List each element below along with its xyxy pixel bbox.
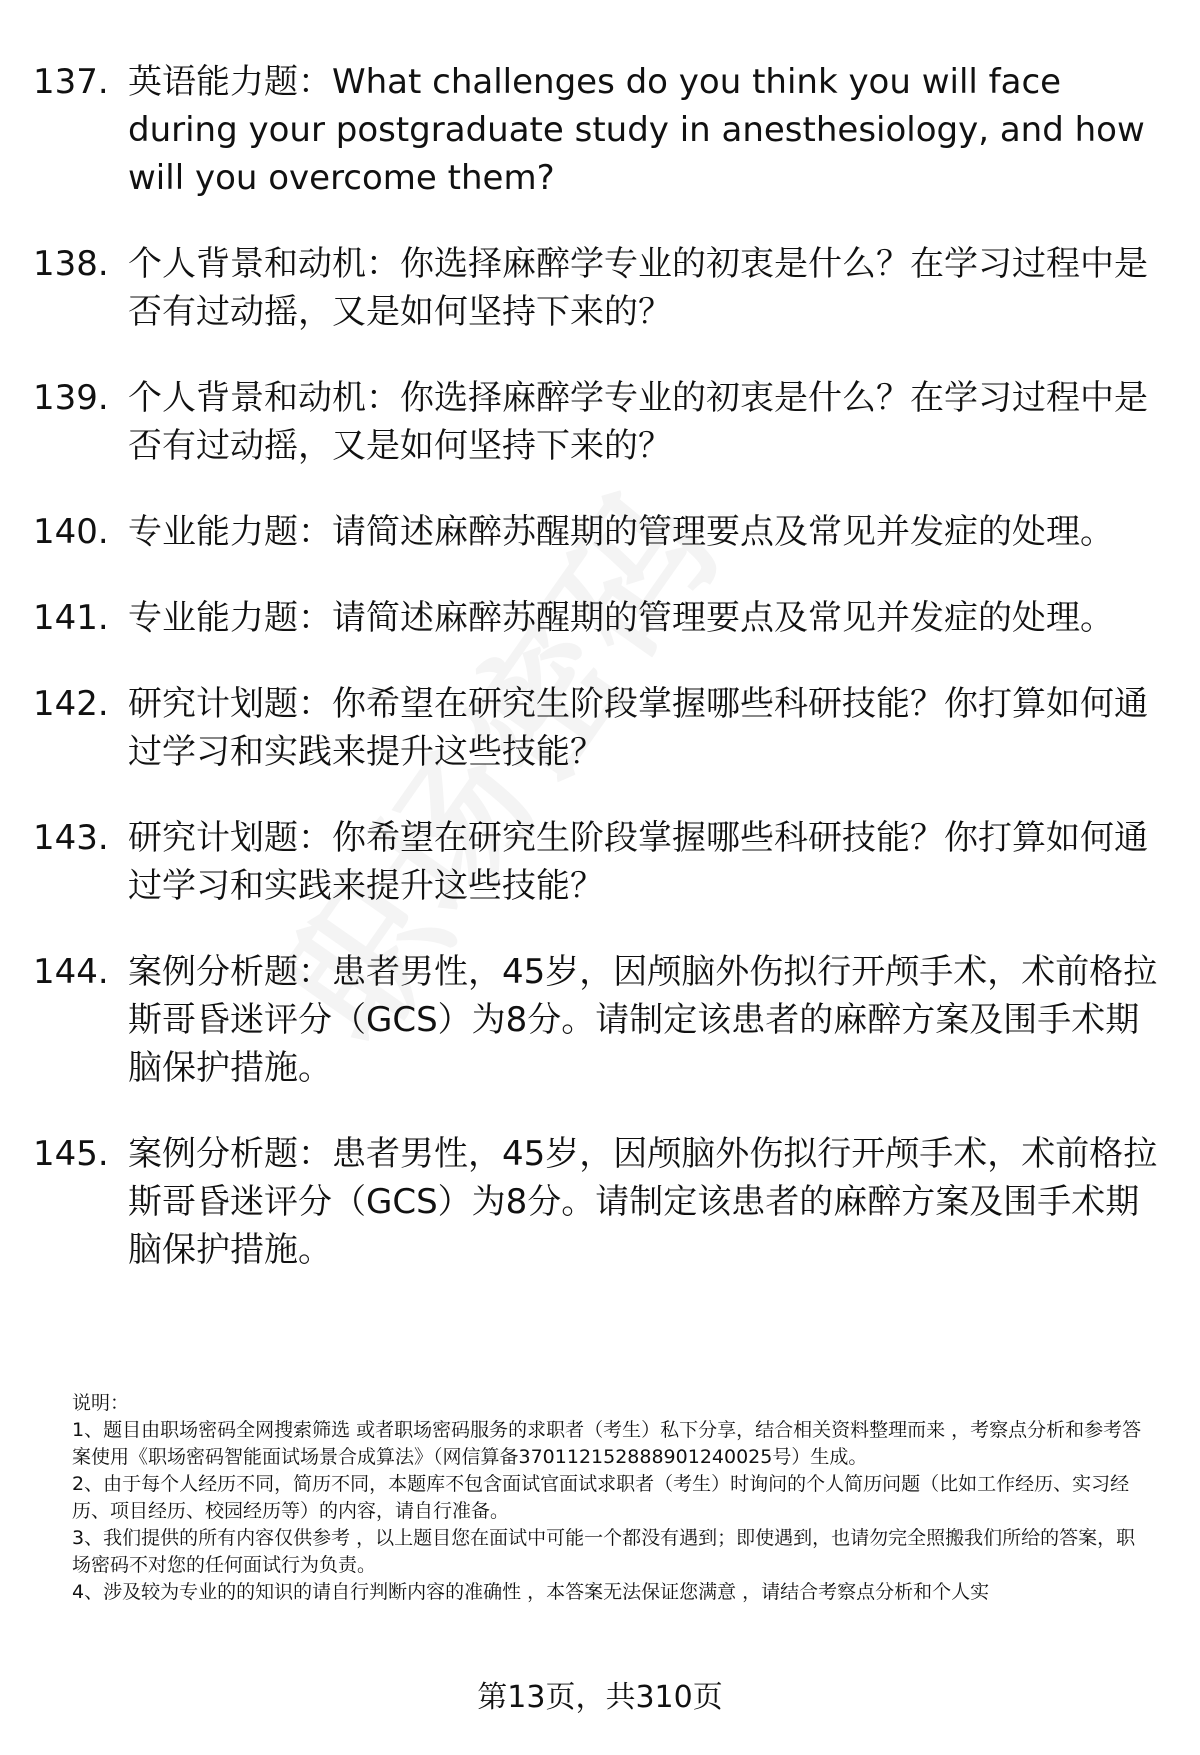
- note-item: 1、题目由职场密码全网搜索筛选 或者职场密码服务的求职者（考生）私下分享，结合相关资料整理而来 ，考察点分析和参考答案使用《职场密码智能面试场景合成算法》（网信算备370112152888901240025号）生成。: [72, 1419, 1142, 1468]
- question-number: 140.: [33, 512, 109, 552]
- note-item: 2、由于每个人经历不同，简历不同，本题库不包含面试官面试求职者（考生）时询问的个人简历问题（比如工作经历、实习经历、项目经历、校园经历等）的内容，请自行准备。: [72, 1473, 1130, 1522]
- question-text: 案例分析题：患者男性，45岁，因颅脑外伤拟行开颅手术，术前格拉斯哥昏迷评分（GCS）为8分。请制定该患者的麻醉方案及围手术期脑保护措施。: [128, 952, 1158, 1088]
- question-number: 138.: [33, 244, 109, 284]
- question-item: [33, 1130, 1158, 1274]
- notes-heading: 说明：: [72, 1392, 130, 1414]
- page-number: 第13页，共310页: [477, 1680, 723, 1715]
- question-item: [33, 594, 1158, 642]
- question-text: 专业能力题：请简述麻醉苏醒期的管理要点及常见并发症的处理。: [128, 598, 1114, 638]
- note-item: 4、涉及较为专业的的知识的请自行判断内容的准确性 ，本答案无法保证您满意 ，请结合考察点分析和个人实: [72, 1581, 990, 1603]
- question-number: 139.: [33, 378, 109, 418]
- question-text: 专业能力题：请简述麻醉苏醒期的管理要点及常见并发症的处理。: [128, 512, 1114, 552]
- question-text: 个人背景和动机：你选择麻醉学专业的初衷是什么？在学习过程中是否有过动摇，又是如何坚持下来的？: [128, 244, 1148, 332]
- question-number: 143.: [33, 818, 109, 858]
- question-number: 142.: [33, 684, 109, 724]
- question-text: 研究计划题：你希望在研究生阶段掌握哪些科研技能？你打算如何通过学习和实践来提升这些技能？: [128, 818, 1148, 906]
- question-list: [33, 58, 1158, 1312]
- question-item: [33, 58, 1158, 202]
- question-text: 英语能力题：What challenges do you think you will face during your postgraduate study in anesthesiology, and how will you overcome them?: [128, 62, 1145, 198]
- notes-section: [72, 1390, 1152, 1606]
- question-number: 137.: [33, 62, 109, 102]
- question-item: [33, 374, 1158, 470]
- note-item: 3、我们提供的所有内容仅供参考 ，以上题目您在面试中可能一个都没有遇到；即使遇到，也请勿完全照搬我们所给的答案，职场密码不对您的任何面试行为负责。: [72, 1527, 1136, 1576]
- question-number: 145.: [33, 1134, 109, 1174]
- question-item: [33, 680, 1158, 776]
- question-item: [33, 240, 1158, 336]
- question-number: 141.: [33, 598, 109, 638]
- question-text: 研究计划题：你希望在研究生阶段掌握哪些科研技能？你打算如何通过学习和实践来提升这些技能？: [128, 684, 1148, 772]
- question-item: [33, 948, 1158, 1092]
- question-item: [33, 814, 1158, 910]
- question-text: 个人背景和动机：你选择麻醉学专业的初衷是什么？在学习过程中是否有过动摇，又是如何坚持下来的？: [128, 378, 1148, 466]
- question-text: 案例分析题：患者男性，45岁，因颅脑外伤拟行开颅手术，术前格拉斯哥昏迷评分（GCS）为8分。请制定该患者的麻醉方案及围手术期脑保护措施。: [128, 1134, 1158, 1270]
- question-item: [33, 508, 1158, 556]
- question-number: 144.: [33, 952, 109, 992]
